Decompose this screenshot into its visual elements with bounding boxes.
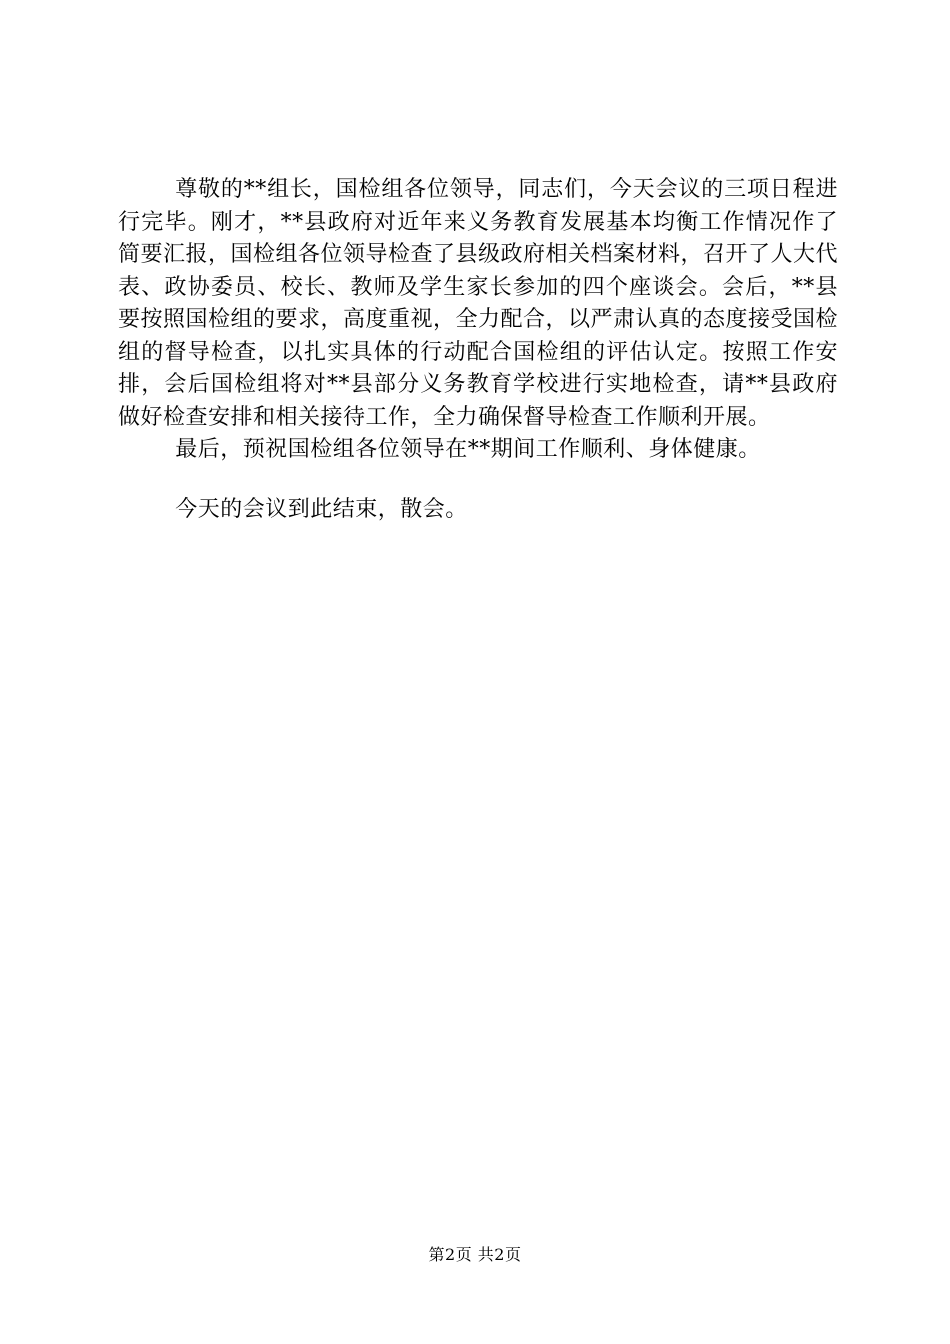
page-footer: 第2页 共2页 <box>428 1245 522 1264</box>
document-body <box>118 174 838 526</box>
paragraph-main: 尊敬的**组长，国检组各位领导，同志们，今天会议的三项日程进行完毕。刚才，**县政府对近年来义务教育发展基本均衡工作情况作了简要汇报，国检组各位领导检查了县级政府相关档案材料，召开了人大代表、政协委员、校长、教师及学生家长参加的四个座谈会。会后，**县要按照国检组的要求，高度重视，全力配合，以严肃认真的态度接受国检组的督导检查，以扎实具体的行动配合国检组的评估认定。按照工作安排，会后国检组将对**县部分义务教育学校进行实地检查，请**县政府做好检查安排和相关接待工作，全力确保督导检查工作顺利开展。 <box>118 177 839 430</box>
paragraph-wishes: 最后，预祝国检组各位领导在**期间工作顺利、身体健康。 <box>175 437 761 462</box>
paragraph-closing: 今天的会议到此结束，散会。 <box>175 496 468 522</box>
